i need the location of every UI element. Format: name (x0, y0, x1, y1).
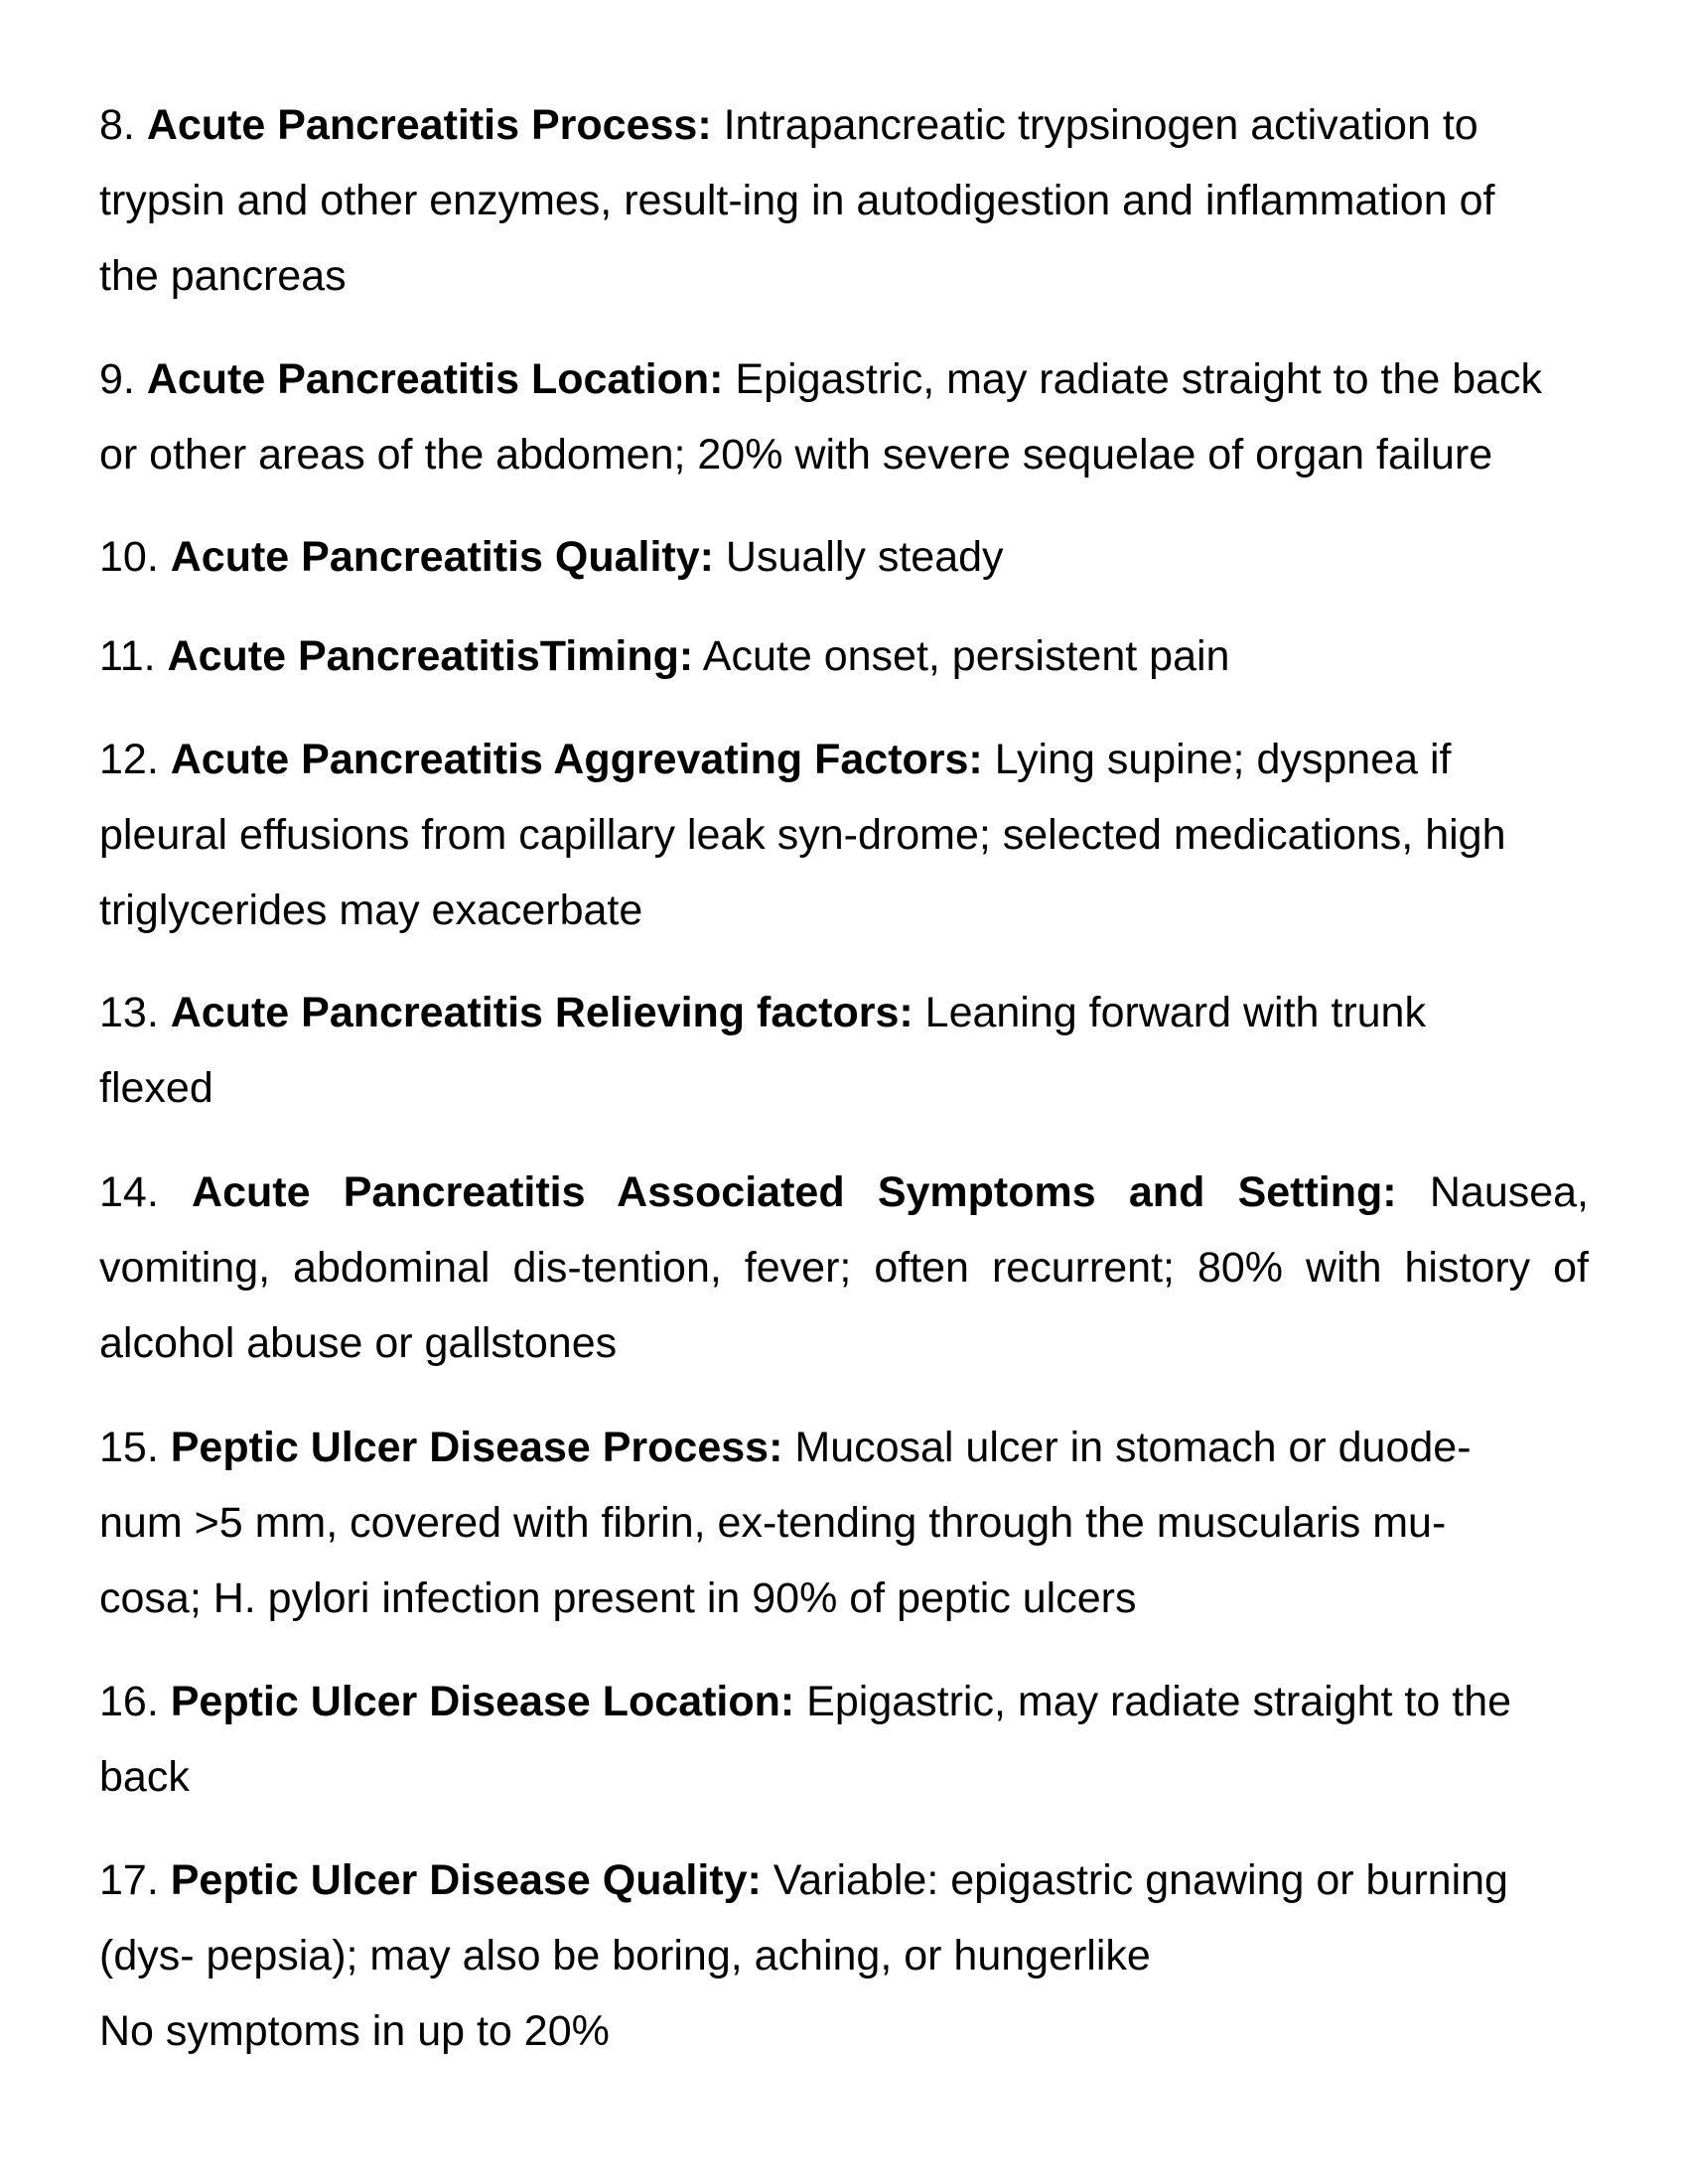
entry-term: Acute Pancreatitis Associated Symptoms and Setting: (192, 1168, 1397, 1216)
entry-12 (99, 722, 1589, 948)
entry-text: Intrapancreatic trypsinogen activation to (711, 101, 1478, 149)
entry-text: flexed (99, 1064, 213, 1112)
entry-line (99, 1410, 1589, 1485)
entry-term: Acute Pancreatitis Quality: (170, 533, 714, 581)
entry-text: or other areas of the abdomen; 20% with severe sequelae of organ failure (99, 431, 1493, 478)
entry-15 (99, 1410, 1589, 1636)
entry-line (99, 87, 1589, 163)
entry-line (99, 519, 1589, 595)
entry-text: Acute onset, persistent pain (693, 632, 1230, 680)
entry-text: trypsin and other enzymes, result-ing in autodigestion and inflammation of (99, 177, 1495, 224)
entry-13 (99, 975, 1589, 1126)
entry-text: the pancreas (99, 252, 347, 300)
entry-number: 17. (99, 1856, 159, 1904)
entry-number: 10. (99, 533, 159, 581)
entry-number: 14. (99, 1168, 159, 1216)
entry-term: Acute Pancreatitis Aggrevating Factors: (170, 736, 983, 783)
entry-9 (99, 341, 1589, 492)
entry-text: cosa; H. pylori infection present in 90% of peptic ulcers (99, 1574, 1137, 1622)
entry-text: Usually steady (713, 533, 1004, 581)
entry-line (99, 1843, 1589, 1918)
entry-text: Leaning forward with trunk (913, 989, 1426, 1036)
entry-14 (99, 1155, 1589, 1381)
entry-text: num >5 mm, covered with fibrin, ex-tending through the muscularis mu- (99, 1499, 1447, 1547)
entry-number: 13. (99, 989, 159, 1036)
entry-text: pleural effusions from capillary leak syn-drome; selected medications, high (99, 811, 1506, 859)
entry-text: Epigastric, may radiate straight to the back (723, 355, 1543, 403)
entry-line (99, 722, 1589, 797)
entry-term: Peptic Ulcer Disease Location: (170, 1678, 795, 1725)
entry-line (99, 341, 1589, 417)
entry-16 (99, 1664, 1589, 1815)
entry-10 (99, 519, 1589, 595)
entry-term: Acute Pancreatitis Process: (146, 101, 712, 149)
entry-term: Acute PancreatitisTiming: (167, 632, 694, 680)
entry-number: 9. (99, 355, 135, 403)
entry-text: triglycerides may exacerbate (99, 887, 643, 934)
entry-number: 8. (99, 101, 135, 149)
entry-term: Peptic Ulcer Disease Process: (170, 1424, 783, 1471)
entry-text: Epigastric, may radiate straight to the (794, 1678, 1512, 1725)
entry-text: Lying supine; dyspnea if (982, 736, 1452, 783)
entry-number: 15. (99, 1424, 159, 1471)
entry-17 (99, 1843, 1589, 2069)
entry-text: Mucosal ulcer in stomach or duode- (782, 1424, 1472, 1471)
entry-number: 12. (99, 736, 159, 783)
entry-number: 16. (99, 1678, 159, 1725)
entry-11 (99, 618, 1589, 694)
entry-text: back (99, 1753, 190, 1801)
entry-text: No symptoms in up to 20% (99, 2007, 610, 2055)
entry-text: Variable: epigastric gnawing or burning (761, 1856, 1508, 1904)
entry-text: Nausea, (1396, 1168, 1590, 1216)
entry-line (99, 975, 1589, 1050)
entry-number: 11. (99, 632, 156, 680)
entry-line (99, 1155, 1589, 1230)
entry-line (99, 618, 1589, 694)
entry-term: Acute Pancreatitis Relieving factors: (170, 989, 914, 1036)
entry-8 (99, 87, 1589, 314)
entry-term: Acute Pancreatitis Location: (146, 355, 724, 403)
entry-text: alcohol abuse or gallstones (99, 1319, 618, 1367)
entry-text: vomiting, abdominal dis-tention, fever; often recurrent; 80% with history of (99, 1244, 1589, 1292)
entry-text: (dys- pepsia); may also be boring, aching, or hungerlike (99, 1932, 1151, 1979)
entry-term: Peptic Ulcer Disease Quality: (170, 1856, 762, 1904)
entry-line (99, 1664, 1589, 1739)
